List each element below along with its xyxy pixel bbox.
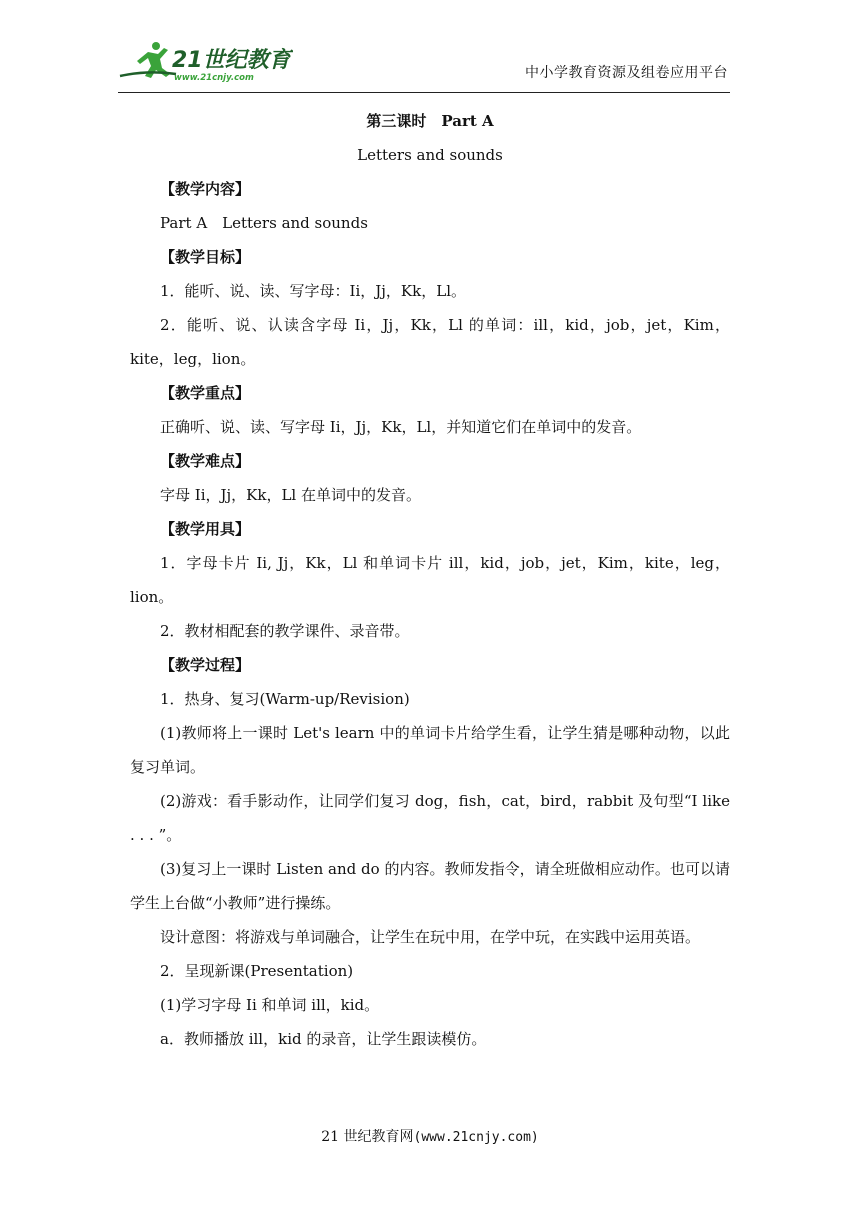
- page-header: [118, 40, 730, 93]
- key-text: 正确听、说、读、写字母 Ii，Jj，Kk，Ll，并知道它们在单词中的发音。: [160, 418, 642, 436]
- step-1-c: (3)复习上一课时 Listen and do 的内容。教师发指令，请全班做相应动作。也可以请学生上台做“小教师”进行操练。: [130, 860, 730, 912]
- document-body: [130, 104, 730, 1056]
- step-1: 1．热身、复习(Warm-up/Revision): [160, 690, 410, 708]
- step-2: 2．呈现新课(Presentation): [160, 962, 354, 980]
- process-heading: 【教学过程】: [160, 656, 251, 674]
- step-1-a: (1)教师将上一课时 Let's learn 中的单词卡片给学生看，让学生猜是哪种动物，以此复习单词。: [130, 724, 730, 776]
- step-2-1: (1)学习字母 Ii 和单词 ill，kid。: [160, 996, 380, 1014]
- goal-1: 1．能听、说、读、写字母：Ii，Jj，Kk，Ll。: [160, 282, 466, 300]
- tool-1: 1．字母卡片 Ii, Jj，Kk，Ll 和单词卡片 ill，kid，job，jet，Kim，kite，leg，lion。: [130, 554, 730, 606]
- tools-heading: 【教学用具】: [160, 520, 251, 538]
- content-heading: 【教学内容】: [160, 180, 251, 198]
- design-note: 设计意图：将游戏与单词融合，让学生在玩中用，在学中玩，在实践中运用英语。: [160, 928, 701, 946]
- goals-heading: 【教学目标】: [160, 248, 251, 266]
- content-text: Part A Letters and sounds: [160, 214, 368, 232]
- difficult-heading: 【教学难点】: [160, 452, 251, 470]
- tool-2: 2．教材相配套的教学课件、录音带。: [160, 622, 410, 640]
- goal-2: 2．能听、说、认读含字母 Ii，Jj，Kk，Ll 的单词：ill，kid，job，jet，Kim，kite，leg，lion。: [130, 316, 730, 368]
- logo: [118, 40, 293, 84]
- logo-url: www.21cnjy.com: [174, 73, 254, 83]
- footer-site: 21 世纪教育网: [321, 1129, 414, 1145]
- footer-url: (www.21cnjy.com): [413, 1130, 539, 1145]
- lesson-title: 第三课时 Part A: [366, 112, 494, 130]
- difficult-text: 字母 Ii，Jj，Kk，Ll 在单词中的发音。: [160, 486, 421, 504]
- key-heading: 【教学重点】: [160, 384, 251, 402]
- runner-icon: [120, 42, 176, 78]
- step-1-b: (2)游戏：看手影动作，让同学们复习 dog，fish，cat，bird，rabbit 及句型“I like . . . ”。: [130, 792, 730, 844]
- lesson-subtitle: Letters and sounds: [357, 146, 503, 164]
- logo-text: 21世纪教育: [172, 48, 291, 73]
- platform-name: 中小学教育资源及组卷应用平台: [525, 65, 728, 81]
- page-footer: [0, 1126, 860, 1146]
- step-2-1-a: a．教师播放 ill，kid 的录音，让学生跟读模仿。: [160, 1030, 487, 1048]
